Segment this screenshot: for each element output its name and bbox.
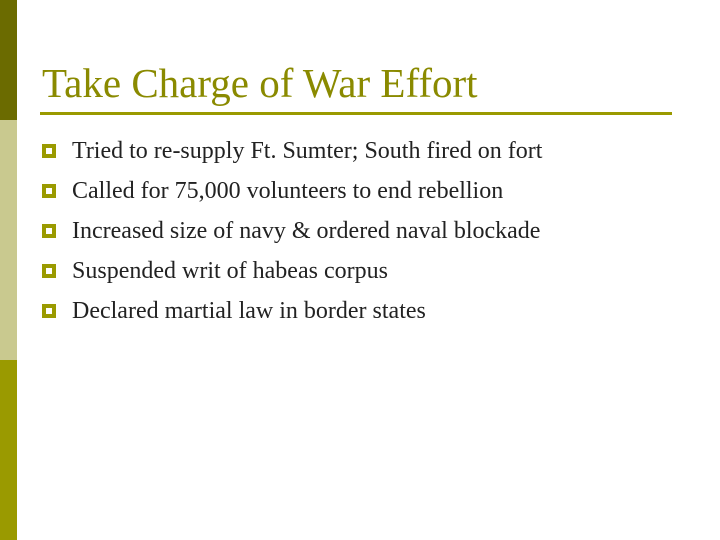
- bullet-text: Called for 75,000 volunteers to end rebellion: [72, 178, 504, 204]
- bullet-item: [42, 131, 542, 171]
- bullet-item: [42, 251, 542, 291]
- slide-title: Take Charge of War Effort: [42, 60, 478, 106]
- square-bullet-icon: [42, 264, 56, 278]
- square-bullet-icon: [42, 144, 56, 158]
- bullet-text: Increased size of navy & ordered naval blockade: [72, 218, 541, 244]
- side-bar-top-segment: [0, 0, 17, 120]
- bullet-item: [42, 171, 542, 211]
- title-underline-divider: [40, 112, 672, 115]
- bullet-text: Tried to re-supply Ft. Sumter; South fired on fort: [72, 138, 543, 164]
- bullet-item: [42, 291, 542, 331]
- side-bar-middle-segment: [0, 120, 17, 360]
- square-bullet-icon: [42, 184, 56, 198]
- square-bullet-icon: [42, 304, 56, 318]
- bullet-text: Declared martial law in border states: [72, 298, 426, 324]
- bullet-list: [42, 131, 542, 331]
- side-bar-bottom-segment: [0, 360, 17, 540]
- bullet-text: Suspended writ of habeas corpus: [72, 258, 388, 284]
- bullet-item: [42, 211, 542, 251]
- square-bullet-icon: [42, 224, 56, 238]
